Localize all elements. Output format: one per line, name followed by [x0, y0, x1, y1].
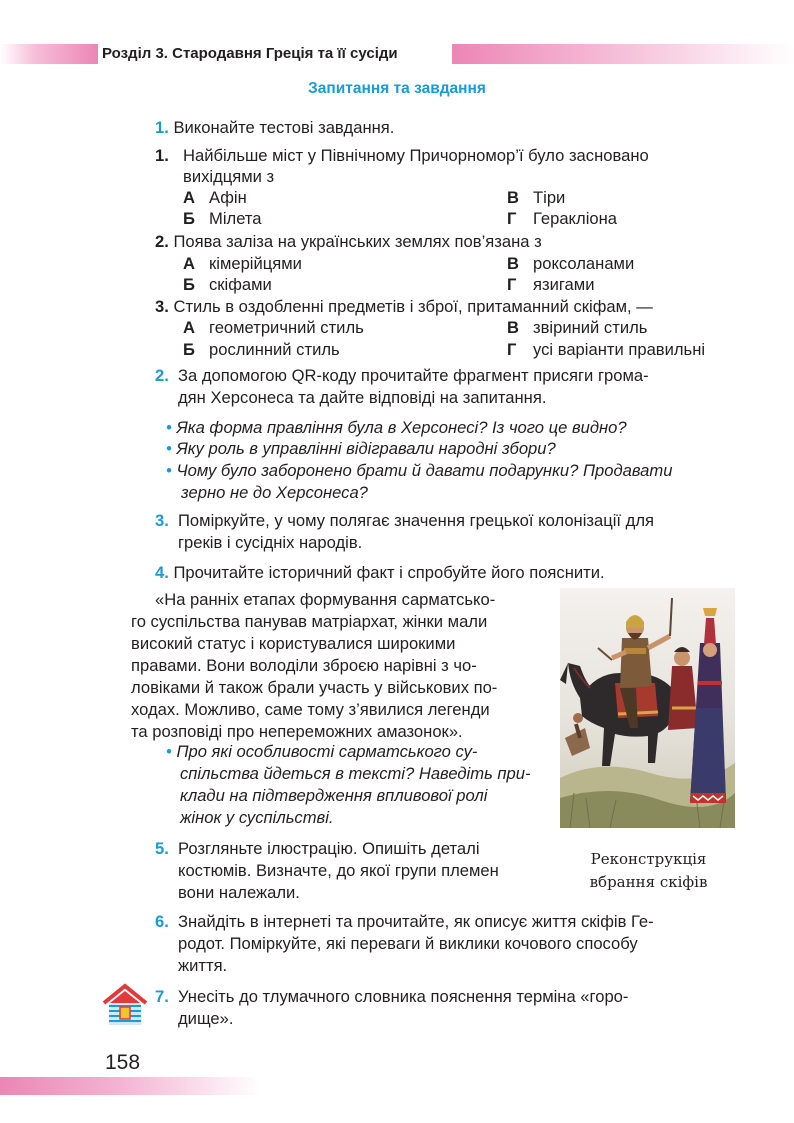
quote-line: та розповіді про непереможних амазонок». [131, 722, 463, 741]
page-number: 158 [105, 1051, 141, 1074]
bullet-icon: • [166, 742, 172, 761]
question-1-text: Найбільше міст у Північному Причорномор’ї було засновано [183, 146, 649, 165]
bullet-item: • Чому було заборонено брати й давати подарунки? Продавати [166, 461, 673, 480]
quote-line: високий статус і користувалися широкими [131, 634, 456, 653]
task-number: 5. [155, 839, 169, 858]
bullet-item-cont: клади на підтвердження впливової ролі [180, 786, 488, 805]
question-number: 3. [155, 297, 169, 316]
option-b[interactable]: Б рослинний стиль [183, 340, 340, 359]
question-1-text-cont: вихідцями з [183, 167, 275, 186]
task-3-text-cont: греків і сусідніх народів. [178, 533, 363, 552]
option-g[interactable]: Г язигами [507, 275, 595, 294]
task-7 [155, 986, 169, 1008]
task-2-text-cont: дян Херсонеса та дайте відповіді на запитання. [178, 388, 547, 407]
bullet-item: • Яка форма правління була в Херсонесі? Із чого це видно? [166, 418, 627, 437]
task-6-text-cont: родот. Поміркуйте, які переваги й виклики кочового способу [178, 934, 638, 953]
task-number: 2. [155, 366, 169, 385]
task-5 [155, 838, 169, 860]
task-4 [155, 562, 605, 584]
option-a[interactable]: А Афін [183, 188, 247, 207]
bullet-icon: • [166, 418, 172, 437]
option-g[interactable]: Г усі варіанти правильні [507, 340, 706, 359]
task-number: 7. [155, 987, 169, 1006]
task-3 [155, 510, 169, 532]
figure-caption: Реконструкція вбрання скіфів [589, 850, 708, 891]
footer-decor [0, 1077, 260, 1095]
quote-line: го суспільства панував матріархат, жінки мали [131, 612, 488, 631]
quote-line: ходах. Можливо, саме тому з’явилися легенди [131, 700, 490, 719]
chapter-header: Розділ 3. Стародавня Греція та її сусіди [102, 45, 398, 62]
illustration-image [560, 588, 735, 828]
task-number: 4. [155, 563, 169, 582]
task-1 [155, 117, 394, 139]
option-b[interactable]: Б Мілета [183, 209, 262, 228]
header-decor-right [452, 44, 794, 64]
question-2 [155, 231, 542, 253]
scythian-costume-illustration [560, 588, 735, 828]
bullet-item-cont: жінок у суспільстві. [180, 808, 334, 827]
option-a[interactable]: А кімерійцями [183, 254, 302, 273]
task-2 [155, 365, 169, 387]
question-3 [155, 296, 653, 318]
task-number: 1. [155, 118, 169, 137]
task-3-text: Поміркуйте, у чому полягає значення грецької колонізації для [178, 511, 654, 530]
task-2-text: За допомогою QR-коду прочитайте фрагмент присяги грома- [178, 366, 649, 385]
header-decor-left [0, 44, 98, 64]
task-7-text-cont: дище». [178, 1009, 234, 1028]
task-number: 6. [155, 912, 169, 931]
bullet-item-cont: спільства йдеться в тексті? Наведіть при- [180, 764, 531, 783]
task-5-text-cont: вони належали. [178, 883, 300, 902]
section-title: Запитання та завдання [308, 80, 486, 97]
bullet-icon: • [166, 461, 172, 480]
bullet-item: • Яку роль в управлінні відігравали народні збори? [166, 439, 556, 458]
quote-line: правами. Вони володіли зброєю нарівні з чо- [131, 656, 477, 675]
quote-line: «На ранніх етапах формування сарматсько- [155, 590, 496, 609]
task-number: 3. [155, 511, 169, 530]
task-6-text-cont: життя. [178, 956, 228, 975]
option-v[interactable]: В звіриний стиль [507, 318, 648, 337]
task-text: Виконайте тестові завдання. [173, 118, 395, 137]
question-text: Поява заліза на українських землях пов’язана з [173, 232, 542, 251]
option-g[interactable]: Г Геракліона [507, 209, 617, 228]
bullet-item-cont: зерно не до Херсонеса? [181, 483, 368, 502]
task-text: Прочитайте історичний факт і спробуйте його пояснити. [173, 563, 605, 582]
task-6 [155, 911, 169, 933]
task-6-text: Знайдіть в інтернеті та прочитайте, як описує життя скіфів Ге- [178, 912, 654, 931]
task-7-text: Унесіть до тлумачного словника пояснення терміна «горо- [178, 987, 629, 1006]
question-text: Стиль в оздобленні предметів і зброї, притаманний скіфам, — [173, 297, 653, 316]
option-v[interactable]: В роксоланами [507, 254, 635, 273]
question-number: 1. [155, 146, 169, 165]
task-5-text: Розгляньте ілюстрацію. Опишіть деталі [178, 839, 480, 858]
bullet-item: • Про які особливості сарматського су- [166, 742, 478, 761]
quote-line: ловіками й також брали участь у військових по- [131, 678, 498, 697]
option-b[interactable]: Б скіфами [183, 275, 272, 294]
option-a[interactable]: А геометричний стиль [183, 318, 364, 337]
option-v[interactable]: В Тіри [507, 188, 566, 207]
task-5-text-cont: костюмів. Визначте, до якої групи племен [178, 861, 499, 880]
home-task-icon [100, 983, 150, 1027]
bullet-icon: • [166, 439, 172, 458]
question-number: 2. [155, 232, 169, 251]
